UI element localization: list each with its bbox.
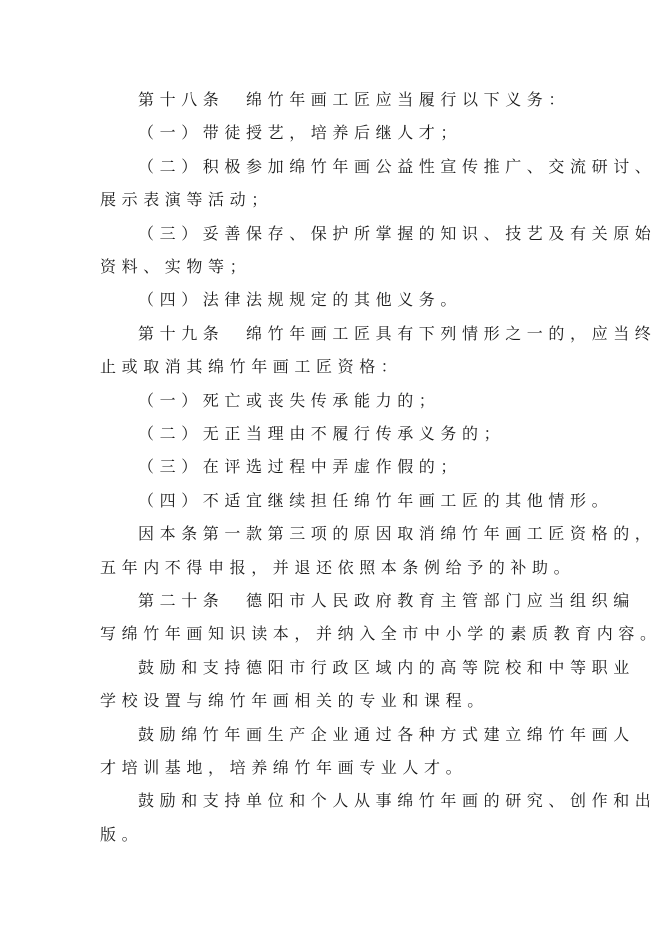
paragraph-line: （四）法律法规规定的其他义务。 [138, 290, 463, 310]
paragraph-line: 第十八条 绵竹年画工匠应当履行以下义务： [138, 90, 571, 109]
paragraph-continuation-line: 止或取消其绵竹年画工匠资格： [100, 357, 403, 377]
paragraph-line: 鼓励绵竹年画生产企业通过各种方式建立绵竹年画人 [138, 724, 635, 744]
paragraph-continuation-line: 才培训基地，培养绵竹年画专业人才。 [100, 758, 468, 777]
paragraph-continuation-line: 写绵竹年画知识读本，并纳入全市中小学的素质教育内容。 [100, 624, 662, 644]
paragraph-line: （四）不适宜继续担任绵竹年画工匠的其他情形。 [138, 490, 614, 510]
paragraph-line: 鼓励和支持单位和个人从事绵竹年画的研究、创作和出 [138, 791, 657, 811]
paragraph-continuation-line: 展示表演等活动； [100, 190, 273, 210]
paragraph-continuation-line: 资料、实物等； [100, 257, 252, 276]
paragraph-continuation-line: 学校设置与绵竹年画相关的专业和课程。 [100, 691, 489, 711]
paragraph-line: 第二十条 德阳市人民政府教育主管部门应当组织编 [138, 591, 635, 610]
paragraph-line: （三）在评选过程中弄虚作假的； [138, 457, 463, 477]
paragraph-line: （二）积极参加绵竹年画公益性宣传推广、交流研讨、 [138, 156, 657, 176]
paragraph-line: 鼓励和支持德阳市行政区域内的高等院校和中等职业 [138, 657, 635, 677]
paragraph-continuation-line: 版。 [100, 824, 144, 844]
paragraph-line: （二）无正当理由不履行传承义务的； [138, 424, 506, 443]
paragraph-line: （一）带徒授艺，培养后继人才； [138, 123, 463, 143]
paragraph-line: （三）妥善保存、保护所掌握的知识、技艺及有关原始 [138, 223, 657, 243]
paragraph-line: 因本条第一款第三项的原因取消绵竹年画工匠资格的， [138, 524, 657, 544]
paragraph-continuation-line: 五年内不得申报，并退还依照本条例给予的补助。 [100, 557, 576, 577]
paragraph-line: 第十九条 绵竹年画工匠具有下列情形之一的，应当终 [138, 323, 657, 343]
paragraph-line: （一）死亡或丧失传承能力的； [138, 390, 441, 410]
